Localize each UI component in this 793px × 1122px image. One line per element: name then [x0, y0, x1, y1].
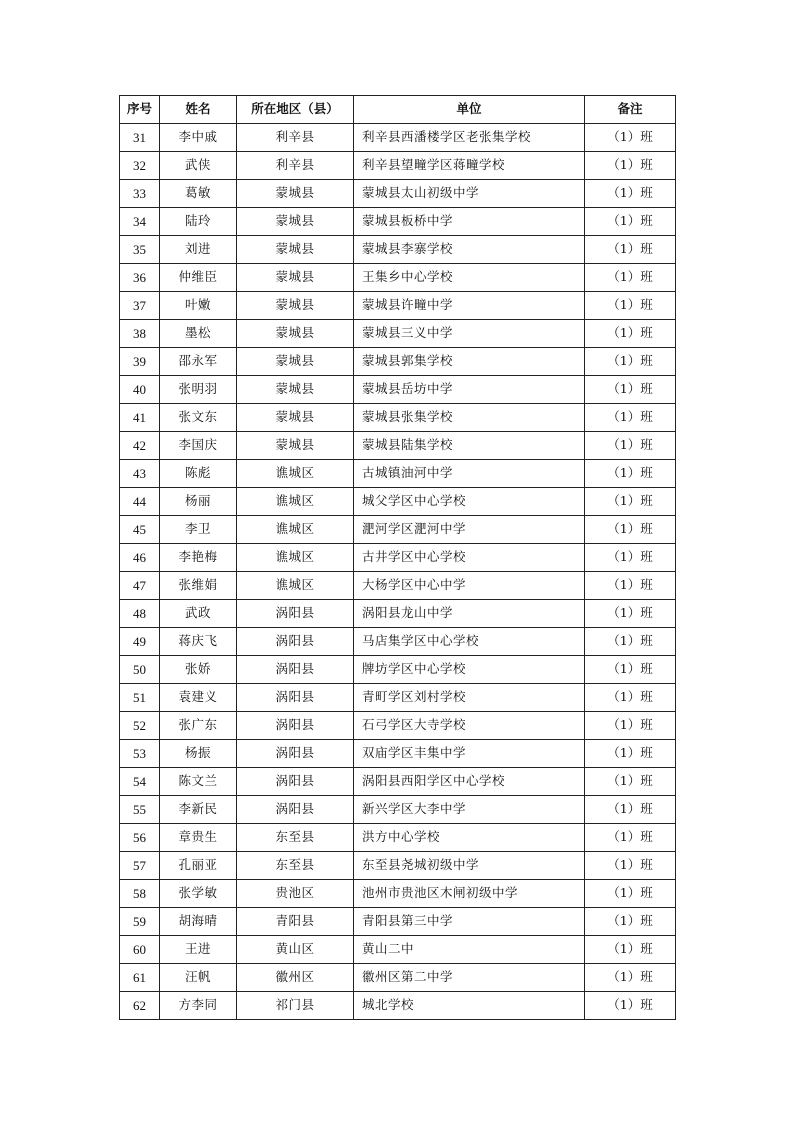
cell-name: 方李同: [160, 992, 237, 1020]
cell-region: 贵池区: [237, 880, 354, 908]
cell-note: （1）班: [585, 600, 676, 628]
cell-no: 44: [120, 488, 160, 516]
cell-no: 43: [120, 460, 160, 488]
cell-unit: 蒙城县三义中学: [354, 320, 585, 348]
cell-name: 葛敏: [160, 180, 237, 208]
table-row: [120, 488, 676, 516]
table-row: [120, 292, 676, 320]
cell-note: （1）班: [585, 320, 676, 348]
cell-note: （1）班: [585, 432, 676, 460]
table-row: [120, 880, 676, 908]
cell-no: 46: [120, 544, 160, 572]
cell-unit: 古井学区中心学校: [354, 544, 585, 572]
cell-unit: 蒙城县岳坊中学: [354, 376, 585, 404]
cell-unit: 蒙城县太山初级中学: [354, 180, 585, 208]
cell-region: 徽州区: [237, 964, 354, 992]
table-row: [120, 992, 676, 1020]
table-row: [120, 208, 676, 236]
cell-note: （1）班: [585, 572, 676, 600]
table-row: [120, 908, 676, 936]
cell-name: 武侠: [160, 152, 237, 180]
table-row: [120, 936, 676, 964]
cell-note: （1）班: [585, 152, 676, 180]
cell-region: 谯城区: [237, 516, 354, 544]
table-row: [120, 852, 676, 880]
cell-no: 32: [120, 152, 160, 180]
cell-note: （1）班: [585, 292, 676, 320]
cell-region: 谯城区: [237, 544, 354, 572]
cell-name: 张明羽: [160, 376, 237, 404]
cell-name: 陆玲: [160, 208, 237, 236]
cell-note: （1）班: [585, 124, 676, 152]
cell-unit: 大杨学区中心中学: [354, 572, 585, 600]
cell-unit: 蒙城县张集学校: [354, 404, 585, 432]
cell-no: 62: [120, 992, 160, 1020]
cell-no: 59: [120, 908, 160, 936]
cell-no: 60: [120, 936, 160, 964]
cell-no: 58: [120, 880, 160, 908]
cell-name: 邵永军: [160, 348, 237, 376]
header-no: 序号: [120, 96, 160, 124]
cell-unit: 蒙城县李寨学校: [354, 236, 585, 264]
cell-note: （1）班: [585, 516, 676, 544]
cell-unit: 双庙学区丰集中学: [354, 740, 585, 768]
cell-unit: 蒙城县郭集学校: [354, 348, 585, 376]
cell-name: 汪帆: [160, 964, 237, 992]
table-row: [120, 124, 676, 152]
cell-unit: 涡阳县龙山中学: [354, 600, 585, 628]
cell-name: 胡海晴: [160, 908, 237, 936]
cell-no: 45: [120, 516, 160, 544]
cell-no: 37: [120, 292, 160, 320]
cell-note: （1）班: [585, 656, 676, 684]
cell-region: 蒙城县: [237, 292, 354, 320]
table-row: [120, 320, 676, 348]
cell-name: 李卫: [160, 516, 237, 544]
cell-region: 东至县: [237, 852, 354, 880]
cell-region: 涡阳县: [237, 628, 354, 656]
table-row: [120, 432, 676, 460]
cell-unit: 利辛县西潘楼学区老张集学校: [354, 124, 585, 152]
cell-unit: 蒙城县许疃中学: [354, 292, 585, 320]
cell-name: 张广东: [160, 712, 237, 740]
table-row: [120, 572, 676, 600]
table-row: [120, 376, 676, 404]
cell-note: （1）班: [585, 824, 676, 852]
header-name: 姓名: [160, 96, 237, 124]
cell-name: 王进: [160, 936, 237, 964]
cell-name: 陈彪: [160, 460, 237, 488]
cell-note: （1）班: [585, 936, 676, 964]
cell-no: 39: [120, 348, 160, 376]
cell-unit: 涡阳县西阳学区中心学校: [354, 768, 585, 796]
cell-note: （1）班: [585, 740, 676, 768]
cell-note: （1）班: [585, 964, 676, 992]
table-row: [120, 236, 676, 264]
cell-note: （1）班: [585, 180, 676, 208]
cell-unit: 洪方中心学校: [354, 824, 585, 852]
cell-name: 李中戚: [160, 124, 237, 152]
cell-region: 蒙城县: [237, 264, 354, 292]
cell-name: 武政: [160, 600, 237, 628]
table-row: [120, 768, 676, 796]
cell-name: 张维娟: [160, 572, 237, 600]
cell-note: （1）班: [585, 684, 676, 712]
cell-region: 蒙城县: [237, 320, 354, 348]
cell-name: 叶嫩: [160, 292, 237, 320]
header-note: 备注: [585, 96, 676, 124]
cell-name: 章贵生: [160, 824, 237, 852]
cell-region: 涡阳县: [237, 796, 354, 824]
cell-name: 刘进: [160, 236, 237, 264]
cell-name: 蒋庆飞: [160, 628, 237, 656]
cell-region: 祁门县: [237, 992, 354, 1020]
cell-region: 谯城区: [237, 460, 354, 488]
cell-unit: 青町学区刘村学校: [354, 684, 585, 712]
cell-unit: 城北学校: [354, 992, 585, 1020]
cell-no: 42: [120, 432, 160, 460]
cell-name: 张学敏: [160, 880, 237, 908]
cell-no: 53: [120, 740, 160, 768]
cell-unit: 古城镇油河中学: [354, 460, 585, 488]
cell-unit: 池州市贵池区木闸初级中学: [354, 880, 585, 908]
cell-note: （1）班: [585, 880, 676, 908]
table-row: [120, 824, 676, 852]
cell-region: 涡阳县: [237, 656, 354, 684]
cell-note: （1）班: [585, 236, 676, 264]
cell-no: 36: [120, 264, 160, 292]
table-row: [120, 152, 676, 180]
cell-no: 35: [120, 236, 160, 264]
cell-region: 蒙城县: [237, 236, 354, 264]
cell-region: 利辛县: [237, 124, 354, 152]
table-row: [120, 628, 676, 656]
cell-no: 31: [120, 124, 160, 152]
cell-region: 谯城区: [237, 488, 354, 516]
table-header-row: [120, 96, 676, 124]
cell-no: 48: [120, 600, 160, 628]
cell-name: 袁建义: [160, 684, 237, 712]
cell-note: （1）班: [585, 712, 676, 740]
table-row: [120, 516, 676, 544]
cell-unit: 蒙城县板桥中学: [354, 208, 585, 236]
cell-region: 东至县: [237, 824, 354, 852]
cell-name: 张文东: [160, 404, 237, 432]
table-row: [120, 656, 676, 684]
cell-note: （1）班: [585, 348, 676, 376]
cell-no: 40: [120, 376, 160, 404]
cell-name: 孔丽亚: [160, 852, 237, 880]
table-row: [120, 712, 676, 740]
cell-unit: 石弓学区大寺学校: [354, 712, 585, 740]
cell-unit: 东至县尧城初级中学: [354, 852, 585, 880]
cell-unit: 城父学区中心学校: [354, 488, 585, 516]
cell-name: 李艳梅: [160, 544, 237, 572]
cell-note: （1）班: [585, 208, 676, 236]
cell-unit: 蒙城县陆集学校: [354, 432, 585, 460]
cell-region: 涡阳县: [237, 684, 354, 712]
table-row: [120, 684, 676, 712]
cell-region: 涡阳县: [237, 600, 354, 628]
cell-no: 52: [120, 712, 160, 740]
cell-note: （1）班: [585, 852, 676, 880]
cell-unit: 牌坊学区中心学校: [354, 656, 585, 684]
cell-unit: 马店集学区中心学校: [354, 628, 585, 656]
cell-region: 黄山区: [237, 936, 354, 964]
cell-region: 蒙城县: [237, 348, 354, 376]
cell-no: 61: [120, 964, 160, 992]
cell-unit: 青阳县第三中学: [354, 908, 585, 936]
cell-unit: 王集乡中心学校: [354, 264, 585, 292]
cell-note: （1）班: [585, 768, 676, 796]
table-row: [120, 544, 676, 572]
cell-name: 李新民: [160, 796, 237, 824]
cell-no: 54: [120, 768, 160, 796]
table-row: [120, 180, 676, 208]
roster-table: [119, 95, 676, 1020]
table-row: [120, 600, 676, 628]
cell-region: 蒙城县: [237, 208, 354, 236]
table-body: [120, 124, 676, 1020]
cell-region: 蒙城县: [237, 404, 354, 432]
cell-region: 涡阳县: [237, 712, 354, 740]
cell-region: 青阳县: [237, 908, 354, 936]
cell-name: 李国庆: [160, 432, 237, 460]
cell-region: 利辛县: [237, 152, 354, 180]
cell-note: （1）班: [585, 544, 676, 572]
cell-no: 34: [120, 208, 160, 236]
table-row: [120, 796, 676, 824]
cell-name: 张娇: [160, 656, 237, 684]
table-row: [120, 964, 676, 992]
cell-no: 38: [120, 320, 160, 348]
cell-name: 杨振: [160, 740, 237, 768]
cell-region: 蒙城县: [237, 432, 354, 460]
cell-unit: 淝河学区淝河中学: [354, 516, 585, 544]
cell-no: 49: [120, 628, 160, 656]
cell-region: 蒙城县: [237, 180, 354, 208]
cell-region: 涡阳县: [237, 740, 354, 768]
cell-no: 56: [120, 824, 160, 852]
cell-unit: 徽州区第二中学: [354, 964, 585, 992]
cell-no: 41: [120, 404, 160, 432]
table-row: [120, 460, 676, 488]
table-row: [120, 740, 676, 768]
cell-unit: 利辛县望疃学区蒋疃学校: [354, 152, 585, 180]
cell-no: 50: [120, 656, 160, 684]
cell-note: （1）班: [585, 264, 676, 292]
cell-name: 陈文兰: [160, 768, 237, 796]
cell-no: 51: [120, 684, 160, 712]
header-region: 所在地区（县）: [237, 96, 354, 124]
table-row: [120, 348, 676, 376]
cell-name: 墨松: [160, 320, 237, 348]
cell-unit: 新兴学区大李中学: [354, 796, 585, 824]
table-row: [120, 264, 676, 292]
cell-note: （1）班: [585, 460, 676, 488]
cell-name: 杨丽: [160, 488, 237, 516]
cell-no: 33: [120, 180, 160, 208]
cell-no: 55: [120, 796, 160, 824]
cell-note: （1）班: [585, 628, 676, 656]
cell-region: 涡阳县: [237, 768, 354, 796]
cell-note: （1）班: [585, 992, 676, 1020]
cell-no: 57: [120, 852, 160, 880]
cell-name: 仲维臣: [160, 264, 237, 292]
cell-region: 谯城区: [237, 572, 354, 600]
cell-note: （1）班: [585, 376, 676, 404]
header-unit: 单位: [354, 96, 585, 124]
cell-no: 47: [120, 572, 160, 600]
cell-note: （1）班: [585, 488, 676, 516]
cell-region: 蒙城县: [237, 376, 354, 404]
cell-note: （1）班: [585, 908, 676, 936]
cell-unit: 黄山二中: [354, 936, 585, 964]
cell-note: （1）班: [585, 404, 676, 432]
cell-note: （1）班: [585, 796, 676, 824]
table-row: [120, 404, 676, 432]
